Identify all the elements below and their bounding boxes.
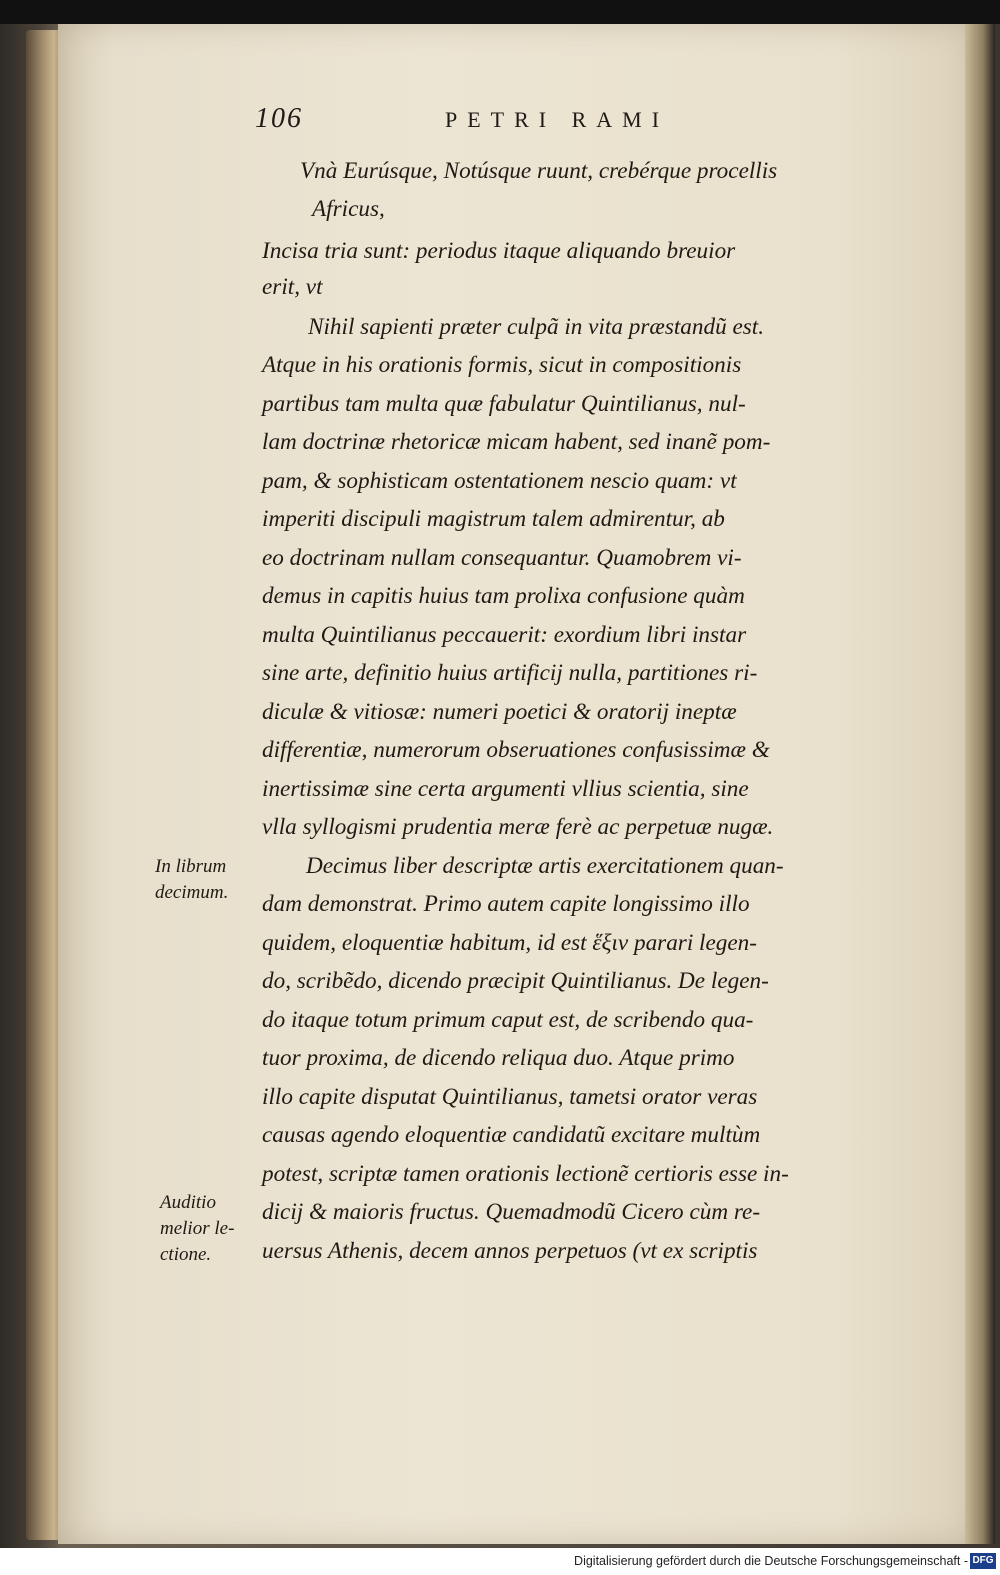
text-line: do, scribẽdo, dicendo præcipit Quintilianus. De legen- (262, 968, 769, 994)
text-line: vlla syllogismi prudentia meræ ferè ac perpetuæ nugæ. (262, 814, 774, 840)
text-line: illo capite disputat Quintilianus, tametsi orator veras (262, 1084, 758, 1110)
margin-note-line: In librum (155, 856, 227, 877)
text-line: eo doctrinam nullam consequantur. Quamobrem vi- (262, 545, 742, 571)
text-line: dam demonstrat. Primo autem capite longissimo illo (262, 891, 750, 917)
text-line: differentiæ, numerorum obseruationes confusissimæ & (262, 737, 770, 763)
text-line: partibus tam multa quæ fabulatur Quintilianus, nul- (262, 391, 746, 417)
text-line: Decimus liber descriptæ artis exercitationem quan- (306, 853, 784, 879)
text-line: imperiti discipuli magistrum talem admirentur, ab (262, 506, 725, 532)
text-line: demus in capitis huius tam prolixa confusione quàm (262, 583, 745, 609)
text-line: potest, scriptæ tamen orationis lectionẽ certioris esse in- (262, 1161, 789, 1187)
text-line: diculæ & vitiosæ: numeri poetici & oratorij ineptæ (262, 699, 737, 725)
page-gutter (965, 24, 995, 1544)
dfg-logo: DFG (970, 1553, 996, 1569)
text-line: erit, vt (262, 274, 323, 300)
text-line: do itaque totum primum caput est, de scribendo qua- (262, 1007, 754, 1033)
text-line: sine arte, definitio huius artificij nulla, partitiones ri- (262, 660, 758, 686)
scan-top-border (0, 0, 1000, 24)
text-line: causas agendo eloquentiæ candidatũ excitare multùm (262, 1122, 761, 1148)
margin-note-line: Auditio (160, 1192, 216, 1213)
running-head: PETRI RAMI (445, 107, 670, 132)
margin-note-line: melior le- (160, 1218, 235, 1239)
page-header (255, 103, 755, 143)
page-number: 106 (255, 103, 303, 134)
text-line: tuor proxima, de dicendo reliqua duo. Atque primo (262, 1045, 735, 1071)
text-line: Vnà Eurúsque, Notúsque ruunt, crebérque procellis (300, 158, 778, 184)
text-line: multa Quintilianus peccauerit: exordium libri instar (262, 622, 747, 648)
digitization-credit: Digitalisierung gefördert durch die Deutsche Forschungsgemeinschaft - (574, 1554, 968, 1568)
text-line: Africus, (312, 196, 385, 222)
text-line: quidem, eloquentiæ habitum, id est ἕξιν parari legen- (262, 930, 757, 956)
margin-note-line: decimum. (155, 882, 229, 903)
margin-note (155, 854, 255, 906)
text-line: pam, & sophisticam ostentationem nescio quam: vt (262, 468, 737, 494)
margin-note (160, 1190, 260, 1268)
text-line: Incisa tria sunt: periodus itaque aliquando breuior (262, 238, 736, 264)
text-line: lam doctrinæ rhetoricæ micam habent, sed inanẽ pom- (262, 429, 771, 455)
text-line: dicij & maioris fructus. Quemadmodũ Cicero cùm re- (262, 1199, 761, 1225)
text-line: uersus Athenis, decem annos perpetuos (vt ex scriptis (262, 1238, 758, 1264)
text-line: Atque in his orationis formis, sicut in compositionis (262, 352, 742, 378)
margin-note-line: ctione. (160, 1244, 212, 1265)
text-line: inertissimæ sine certa argumenti vllius scientia, sine (262, 776, 749, 802)
text-line: Nihil sapienti præter culpã in vita præstandũ est. (308, 314, 765, 340)
